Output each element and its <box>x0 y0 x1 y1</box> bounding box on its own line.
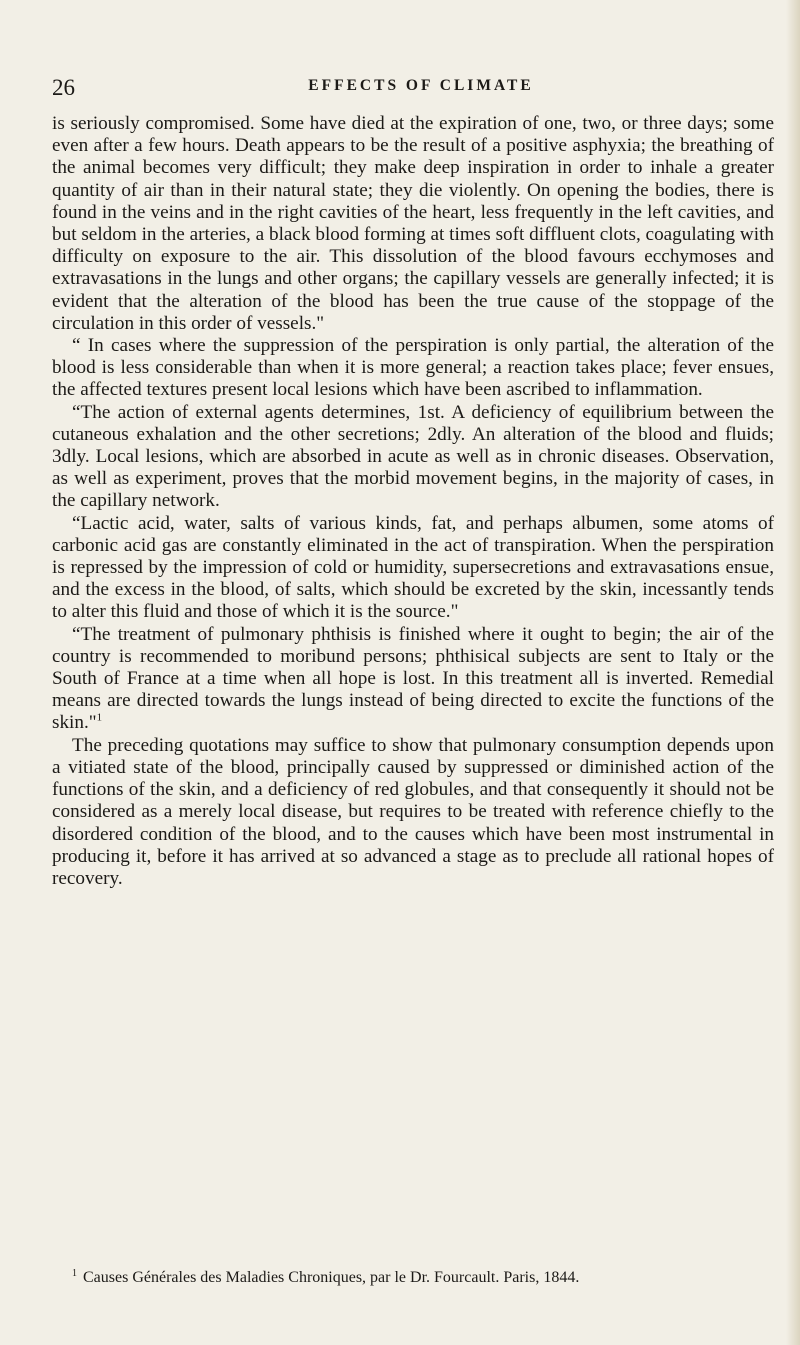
paragraph-phthisis-text: “The treatment of pulmonary phthisis is finished where it ought to begin; the air of the country is recommended to moribund persons; phthisical subjects are sent to Italy or the South of France at a time when all hope is lost. In this treatment all is inverted. Remedial means are directed towards the lungs instead of being directed to excite the functions of the skin." <box>52 623 774 734</box>
body-text <box>52 113 774 890</box>
running-head: EFFECTS OF CLIMATE <box>308 77 534 94</box>
paragraph-continued: is seriously compromised. Some have died at the expiration of one, two, or three days; some even after a few hours. Death appears to be the result of a positive asphyxia; the breathing of the animal becomes very difficult; they make deep inspiration in order to inhale a greater quantity of air than in their natural state; they die violently. On opening the bodies, there is found in the veins and in the right cavities of the heart, less frequently in the left cavities, and but seldom in the arteries, a black blood forming at times soft diffluent clots, coagulating with difficulty on exposure to the air. This dissolution of the blood favours ecchymoses and extravasations in the lungs and other organs; the capillary vessels are generally infected; it is evident that the alteration of the blood has been the true cause of the stoppage of the circulation in this order of vessels." <box>52 113 774 334</box>
footnote-text: Causes Générales des Maladies Chroniques, par le Dr. Fourcault. Paris, 1844. <box>83 1269 580 1286</box>
footnote <box>52 1268 774 1288</box>
paragraph-conclusion: The preceding quotations may suffice to show that pulmonary consumption depends upon a vitiated state of the blood, principally caused by suppressed or diminished action of the functions of the skin, and a deficiency of red globules, and that consequently it should not be considered as a merely local disease, but requires to be treated with reference chiefly to the disordered condition of the blood, and to the causes which have been most instrumental in producing it, before it has arrived at so advanced a stage as to preclude all rational hopes of recovery. <box>52 734 774 889</box>
paragraph-external-agents: “The action of external agents determines, 1st. A deficiency of equilibrium between the cutaneous exhalation and the other secretions; 2dly. An alteration of the blood and fluids; 3dly. Local lesions, which are absorbed in acute as well as in chronic diseases. Observation, as well as experiment, proves that the morbid movement begins, in the majority of cases, in the capillary network. <box>52 401 774 512</box>
page-header <box>52 74 772 102</box>
footnote-number: 1 <box>72 1267 77 1279</box>
paragraph-partial-suppression: “ In cases where the suppression of the perspiration is only partial, the alteration of the blood is less considerable than when it is more general; a reaction takes place; fever ensues, the affected textures present local lesions which have been ascribed to inflammation. <box>52 335 774 401</box>
footnote-reference: 1 <box>96 712 103 725</box>
paragraph-phthisis-treatment <box>52 624 774 735</box>
paragraph-lactic-acid: “Lactic acid, water, salts of various kinds, fat, and perhaps albumen, some atoms of carbonic acid gas are constantly eliminated in the act of transpiration. When the perspiration is repressed by the impression of cold or humidity, supersecretions and extravasations ensue, and the excess in the blood, of salts, which should be excreted by the skin, incessantly tends to alter this fluid and those of which it is the source." <box>52 512 774 623</box>
page-edge-shadow <box>786 0 800 1345</box>
page-number: 26 <box>52 75 75 100</box>
